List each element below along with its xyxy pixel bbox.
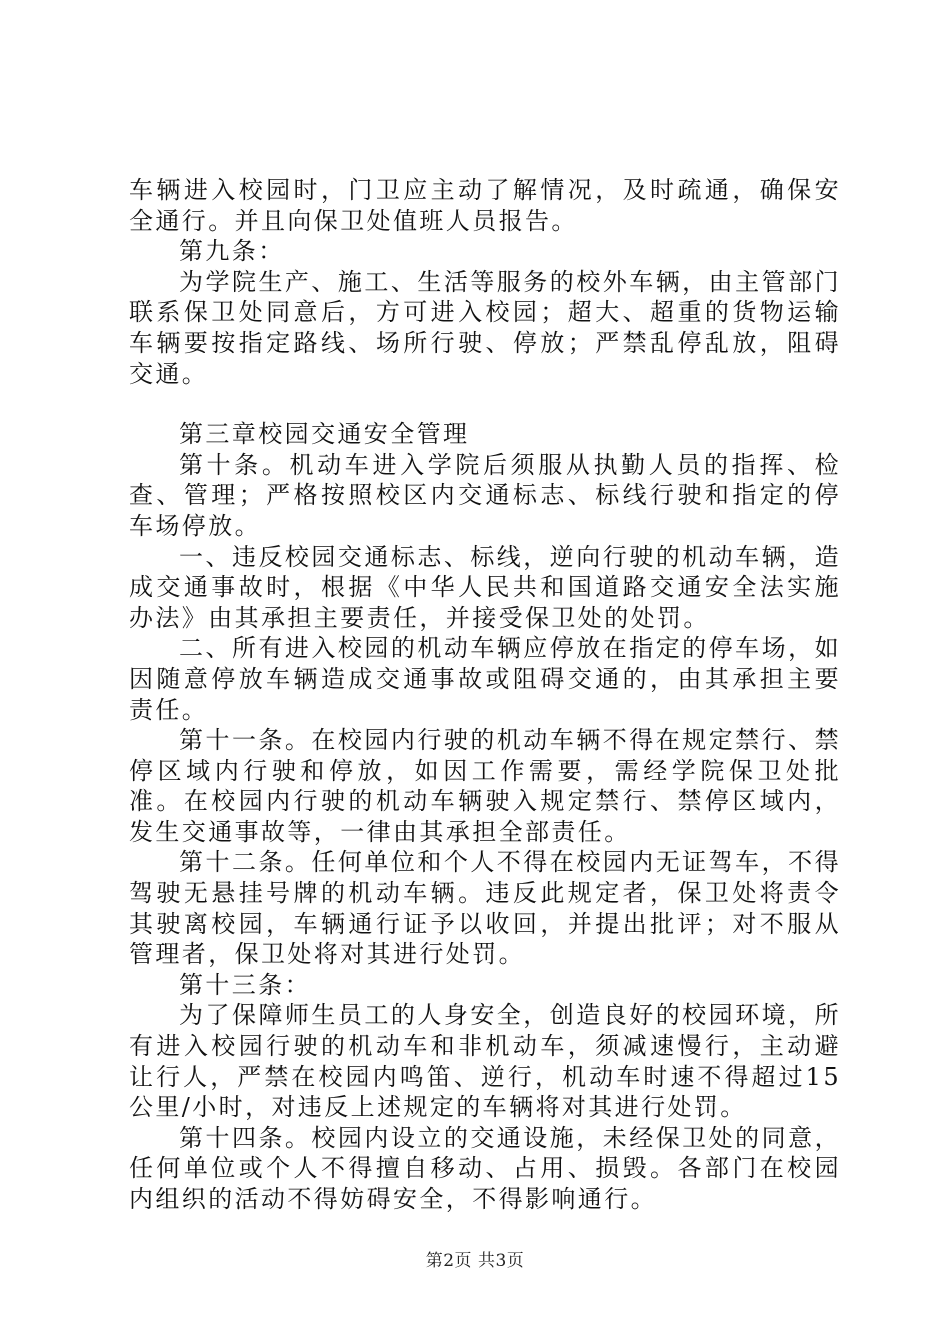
paragraph-gap xyxy=(129,389,841,419)
article-12: 第十二条。任何单位和个人不得在校园内无证驾车，不得驾驶无悬挂号牌的机动车辆。违反此规定者，保卫处将责令其驶离校园，车辆通行证予以收回，并提出批评；对不服从管理者，保卫处将对其进行处罚。 xyxy=(129,848,841,969)
article-11: 第十一条。在校园内行驶的机动车辆不得在规定禁行、禁停区域内行驶和停放，如因工作需要，需经学院保卫处批准。在校园内行驶的机动车辆驶入规定禁行、禁停区域内，发生交通事故等，一律由其承担全部责任。 xyxy=(129,726,841,846)
document-body xyxy=(129,175,841,1215)
article-10: 第十条。机动车进入学院后须服从执勤人员的指挥、检查、管理；严格按照校区内交通标志、标线行驶和指定的停车场停放。 xyxy=(129,450,841,540)
article-13-heading: 第十三条： xyxy=(179,970,311,999)
page-number-footer: 第2页 共3页 xyxy=(425,1251,525,1271)
article-9-body: 为学院生产、施工、生活等服务的校外车辆，由主管部门联系保卫处同意后，方可进入校园；超大、超重的货物运输车辆要按指定路线、场所行驶、停放；严禁乱停乱放，阻碍交通。 xyxy=(129,267,841,388)
article-13-body: 为了保障师生员工的人身安全，创造良好的校园环境，所有进入校园行驶的机动车和非机动车，须减速慢行，主动避让行人，严禁在校园内鸣笛、逆行，机动车时速不得超过15公里/小时，对违反上述规定的车辆将对其进行处罚。 xyxy=(129,1001,841,1122)
chapter-3-heading: 第三章校园交通安全管理 xyxy=(179,420,470,449)
article-10-item-1: 一、违反校园交通标志、标线，逆向行驶的机动车辆，造成交通事故时，根据《中华人民共和国道路交通安全法实施办法》由其承担主要责任，并接受保卫处的处罚。 xyxy=(129,542,841,632)
article-14: 第十四条。校园内设立的交通设施，未经保卫处的同意，任何单位或个人不得擅自移动、占用、损毁。各部门在校园内组织的活动不得妨碍安全，不得影响通行。 xyxy=(129,1123,841,1213)
article-10-item-2: 二、所有进入校园的机动车辆应停放在指定的停车场，如因随意停放车辆造成交通事故或阻碍交通的，由其承担主要责任。 xyxy=(129,634,841,724)
article-9-heading: 第九条： xyxy=(179,237,285,266)
paragraph-vehicle-entry-continued: 车辆进入校园时，门卫应主动了解情况，及时疏通，确保安全通行。并且向保卫处值班人员报告。 xyxy=(129,176,841,235)
